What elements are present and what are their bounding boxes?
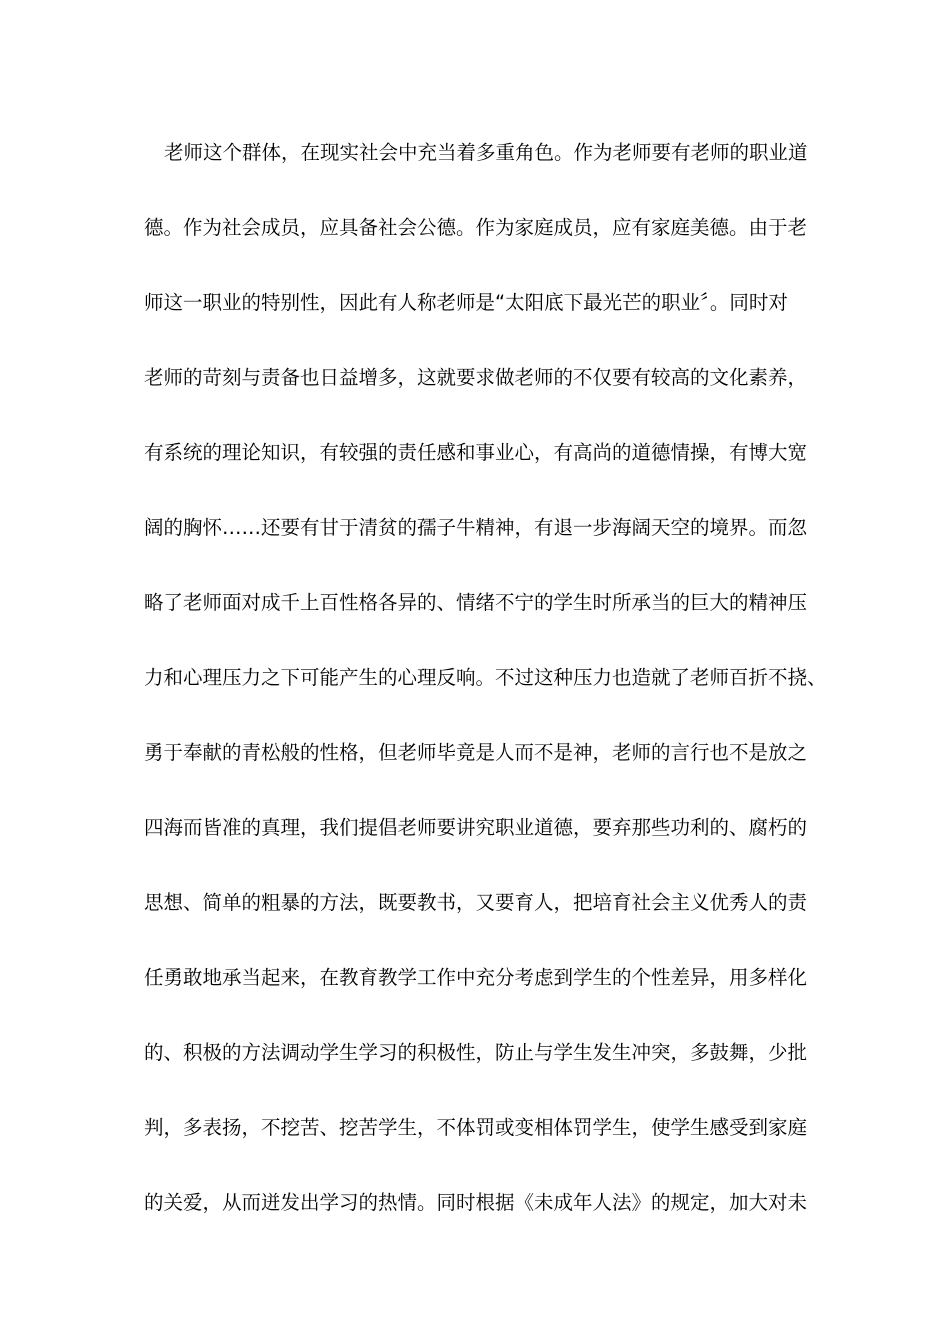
paragraph [144,134,827,1259]
paragraph-line-1: 老师这个群体，在现实社会中充当着多重角色。作为老师要有老师的职业道 [164,141,808,164]
paragraph-line-6: 阔的胸怀……还要有甘于清贫的孺子牛精神，有退一步海阔天空的境界。而忽 [144,516,808,539]
paragraph-line-4: 老师的苛刻与责备也日益增多，这就要求做老师的不仅要有较高的文化素养， [144,366,808,389]
paragraph-line-2: 德。作为社会成员，应具备社会公德。作为家庭成员，应有家庭美德。由于老 [144,216,808,239]
paragraph-line-14: 判，多表扬，不挖苦、挖苦学生，不体罚或变相体罚学生，使学生感受到家庭 [144,1116,808,1139]
paragraph-line-9: 勇于奉献的青松般的性格，但老师毕竟是人而不是神，老师的言行也不是放之 [144,741,808,764]
paragraph-line-7: 略了老师面对成千上百性格各异的、情绪不宁的学生时所承当的巨大的精神压 [144,591,808,614]
paragraph-line-11: 思想、简单的粗暴的方法，既要教书，又要育人，把培育社会主义优秀人的责 [144,891,808,914]
paragraph-line-10: 四海而皆准的真理，我们提倡老师要讲究职业道德，要弃那些功利的、腐朽的 [144,816,808,839]
paragraph-line-5: 有系统的理论知识，有较强的责任感和事业心，有高尚的道德情操，有博大宽 [144,441,808,464]
paragraph-line-12: 任勇敢地承当起来，在教育教学工作中充分考虑到学生的个性差异，用多样化 [144,966,808,989]
paragraph-line-13: 的、积极的方法调动学生学习的积极性，防止与学生发生冲突，多鼓舞，少批 [144,1041,808,1064]
paragraph-line-8: 力和心理压力之下可能产生的心理反响。不过这种压力也造就了老师百折不挠、 [144,666,827,689]
paragraph-line-3: 师这一职业的特别性，因此有人称老师是“太阳底下最光芒的职业〞。同时对 [144,291,788,314]
paragraph-line-15: 的关爱，从而迸发出学习的热情。同时根据《未成年人法》的规定，加大对未 [144,1191,808,1214]
